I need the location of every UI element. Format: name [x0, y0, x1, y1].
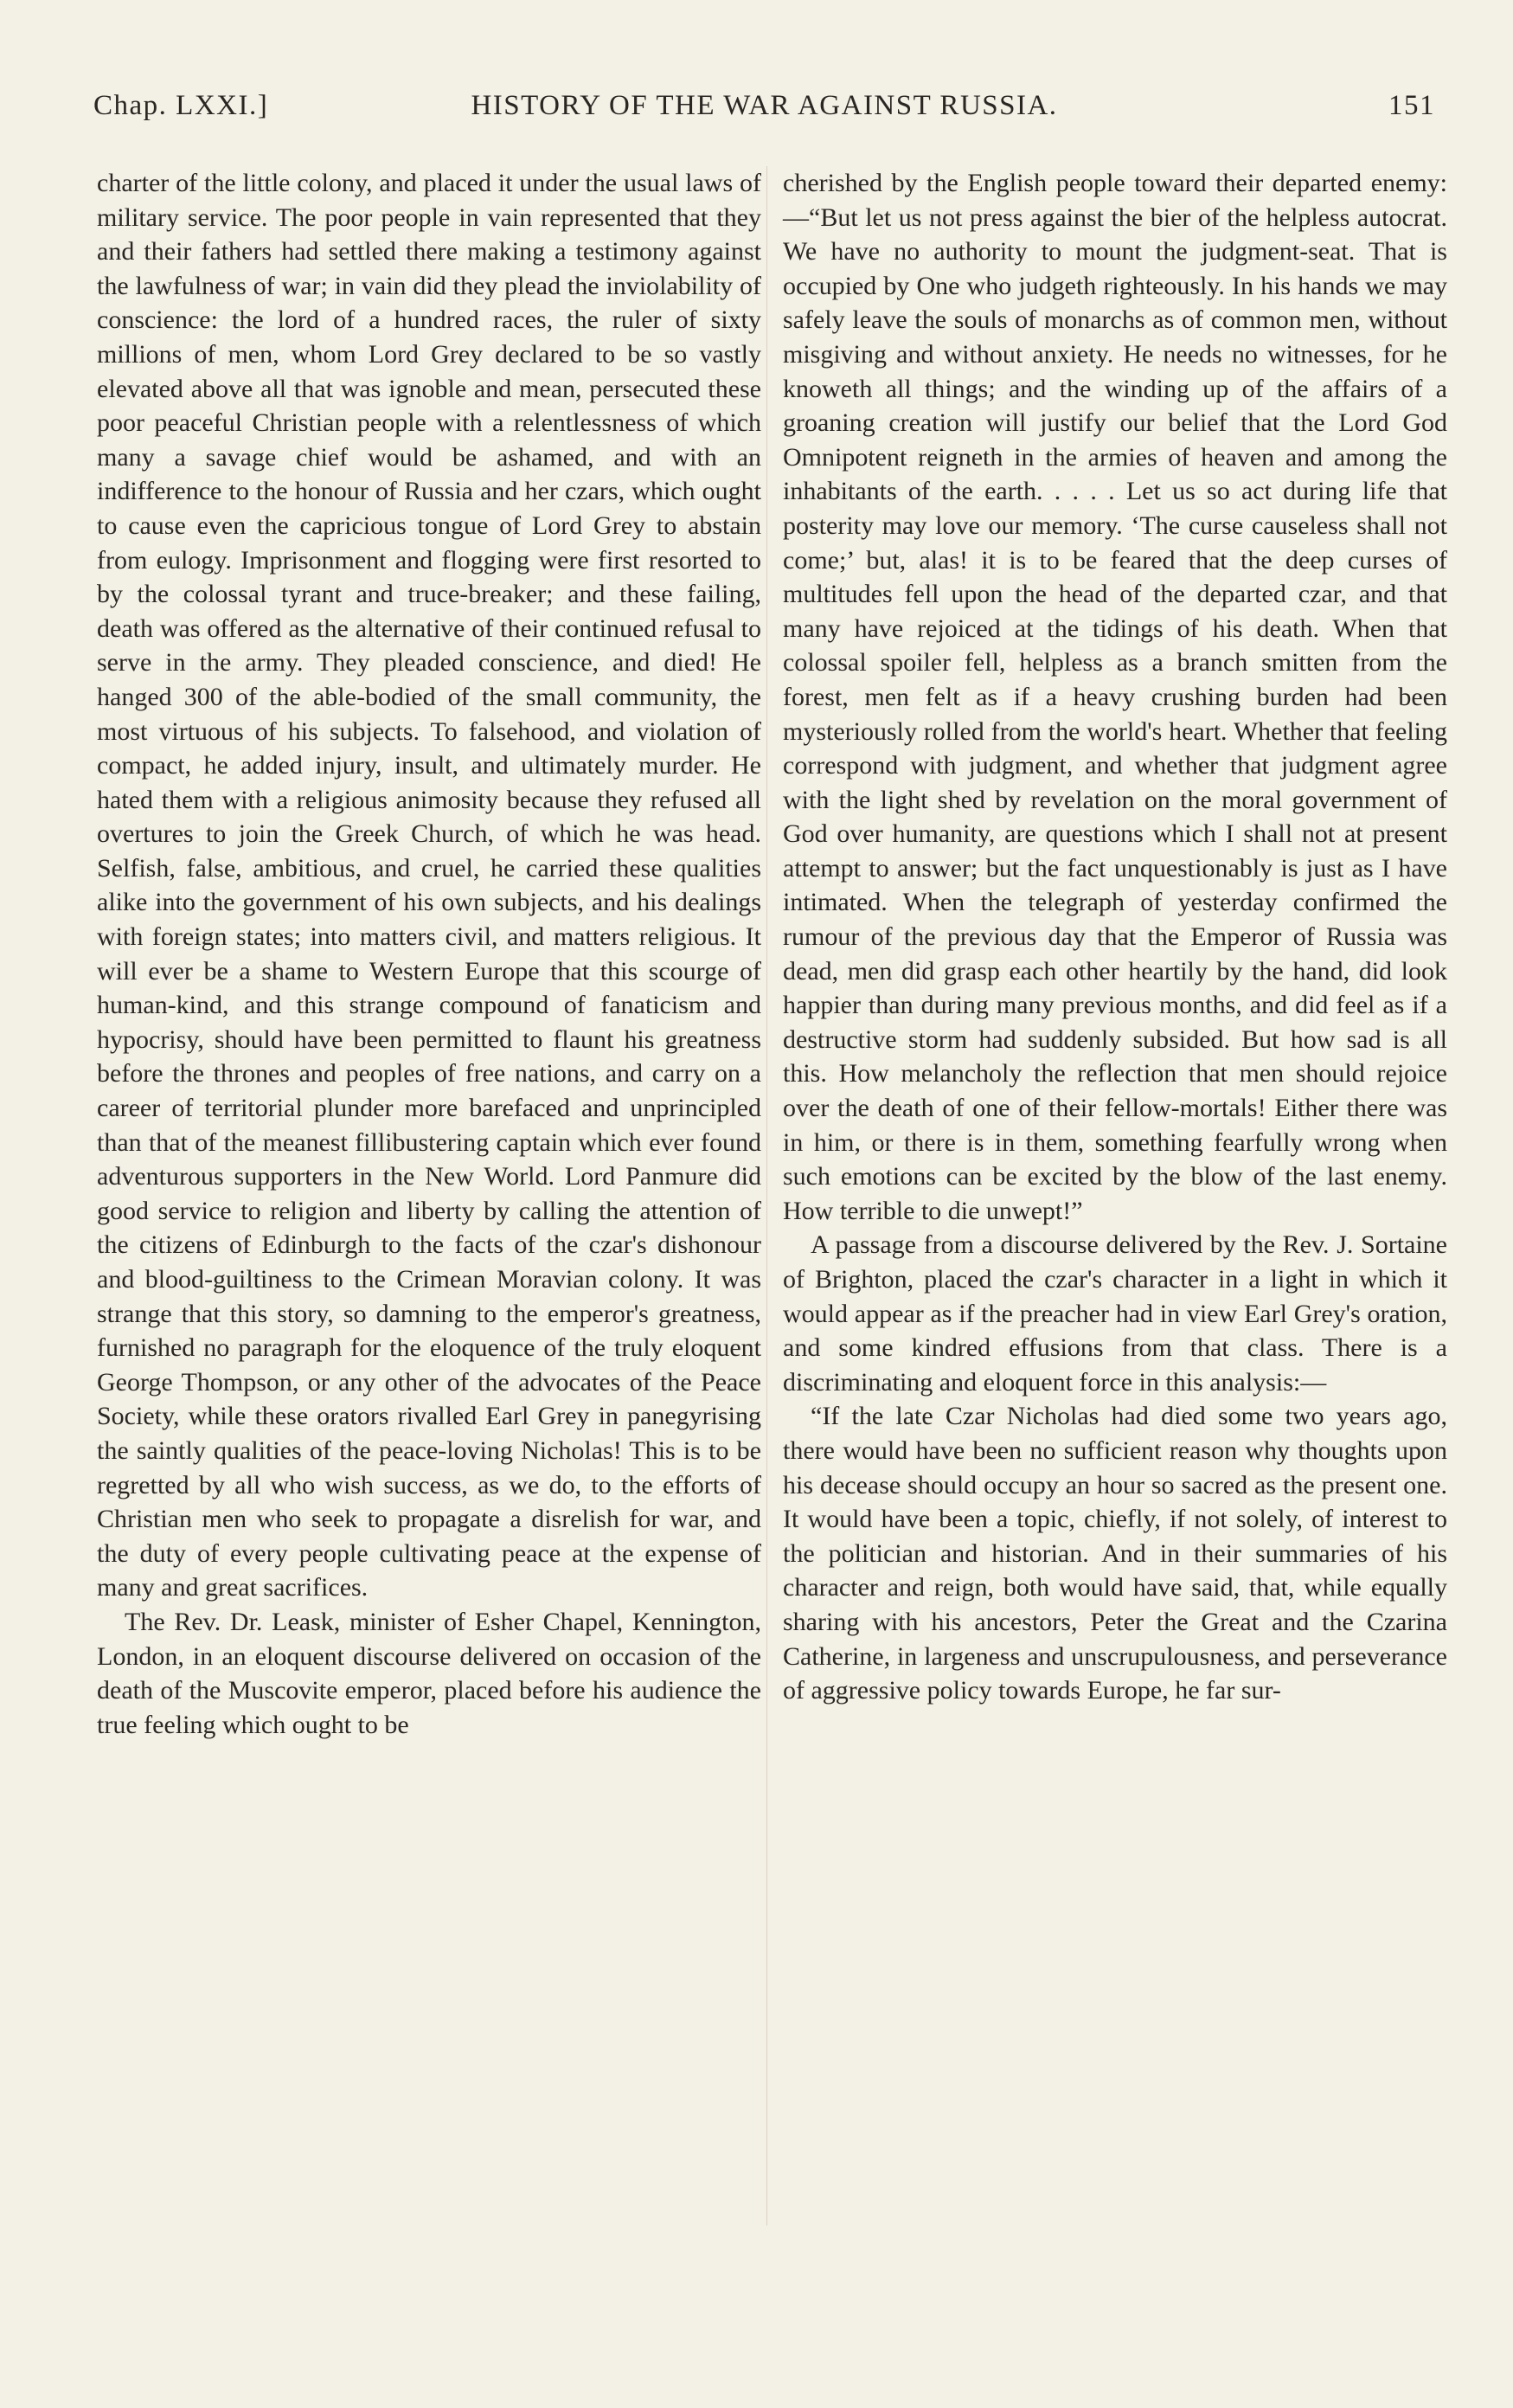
paragraph: cherished by the English people toward their departed enemy:—“But let us not press against the bier of the helpless autocrat. We have no authority to mount the judgment-seat. That is occupied by One who judgeth righteously. In his hands we may safely leave the souls of monarchs as of common men, without misgiving and without anxiety. He needs no witnesses, for he knoweth all things; and the winding up of the affairs of a groaning creation will justify our belief that the Lord God Omnipotent reigneth in the armies of heaven and among the inhabitants of the earth. . . . . Let us so act during life that posterity may love our memory. ‘The curse causeless shall not come;’ but, alas! it is to be feared that the deep curses of multitudes fell upon the head of the departed czar, and that many have rejoiced at the tidings of his death. When that colossal spoiler fell, helpless as a branch smitten from the forest, men felt as if a heavy crushing burden had been mysteriously rolled from the world's heart. Whether that feeling correspond with judgment, and whether that judgment agree with the light shed by revelation on the moral government of God over humanity, are questions which I shall not at present attempt to answer; but the fact unquestionably is just as I have intimated. When the telegraph of yesterday confirmed the rumour of the previous day that the Emperor of Russia was dead, men did grasp each other heartily by the hand, did look happier than during many previous months, and did feel as if a destructive storm had suddenly subsided. But how sad is all this. How melancholy the reflection that men should rejoice over the death of one of their fellow-mortals! Either there was in him, or there is in them, something fearfully wrong when such emotions can be excited by the blow of the last enemy. How terrible to die unwept!”: [783, 169, 1447, 1225]
page-title: HISTORY OF THE WAR AGAINST RUSSIA.: [471, 90, 1058, 121]
column-divider: [766, 166, 767, 2225]
paragraph: A passage from a discourse delivered by the Rev. J. Sortaine of Brighton, placed the czar's character in a light in which it would appear as if the preacher had in view Earl Grey's oration, and some kindred effusions from that class. There is a discriminating and eloquent force in this analysis:—: [783, 1230, 1447, 1397]
paragraph: The Rev. Dr. Leask, minister of Esher Chapel, Kennington, London, in an eloquent discourse delivered on occasion of the death of the Muscovite emperor, placed before his audience the true feeling which ought to be: [97, 1607, 761, 1739]
page-number: 151: [1388, 90, 1435, 121]
running-header: [93, 90, 1435, 142]
paragraph: “If the late Czar Nicholas had died some two years ago, there would have been no sufficient reason why thoughts upon his decease should occupy an hour so sacred as the present one. It would have been a topic, chiefly, if not solely, of interest to the politician and historian. And in their summaries of his character and reign, both would have said, that, while equally sharing with his ancestors, Peter the Great and the Czarina Catherine, in largeness and unscrupulousness, and perseverance of aggressive policy towards Europe, he far sur-: [783, 1402, 1447, 1705]
left-column: [97, 166, 761, 1742]
paragraph: charter of the little colony, and placed it under the usual laws of military service. The poor people in vain represented that they and their fathers had settled there making a testimony against the lawfulness of war; in vain did they plead the inviolability of conscience: the lord of a hundred races, the ruler of sixty millions of men, whom Lord Grey declared to be so vastly elevated above all that was ignoble and mean, persecuted these poor peaceful Christian people with a relentlessness of which many a savage chief would be ashamed, and with an indifference to the honour of Russia and her czars, which ought to cause even the capricious tongue of Lord Grey to abstain from eulogy. Imprisonment and flogging were first resorted to by the colossal tyrant and truce-breaker; and these failing, death was offered as the alternative of their continued refusal to serve in the army. They pleaded conscience, and died! He hanged 300 of the able-bodied of the small community, the most virtuous of his subjects. To falsehood, and violation of compact, he added injury, insult, and ultimately murder. He hated them with a religious animosity because they refused all overtures to join the Greek Church, of which he was head. Selfish, false, ambitious, and cruel, he carried these qualities alike into the government of his own subjects, and his dealings with foreign states; into matters civil, and matters religious. It will ever be a shame to Western Europe that this scourge of human-kind, and this strange compound of fanaticism and hypocrisy, should have been permitted to flaunt his greatness before the thrones and peoples of free nations, and carry on a career of territorial plunder more barefaced and unprincipled than that of the meanest fillibustering captain which ever found adventurous supporters in the New World. Lord Panmure did good service to religion and liberty by calling the attention of the citizens of Edinburgh to the facts of the czar's dishonour and blood-guiltiness to the Crimean Moravian colony. It was strange that this story, so damning to the emperor's greatness, furnished no paragraph for the eloquence of the truly eloquent George Thompson, or any other of the advocates of the Peace Society, while these orators rivalled Earl Grey in panegyrising the saintly qualities of the peace-loving Nicholas! This is to be regretted by all who wish success, as we do, to the efforts of Christian men who seek to propagate a disrelish for war, and the duty of every people cultivating peace at the expense of many and great sacrifices.: [97, 169, 761, 1602]
chapter-label: Chap. LXXI.]: [93, 90, 269, 121]
right-column: [783, 166, 1447, 1708]
